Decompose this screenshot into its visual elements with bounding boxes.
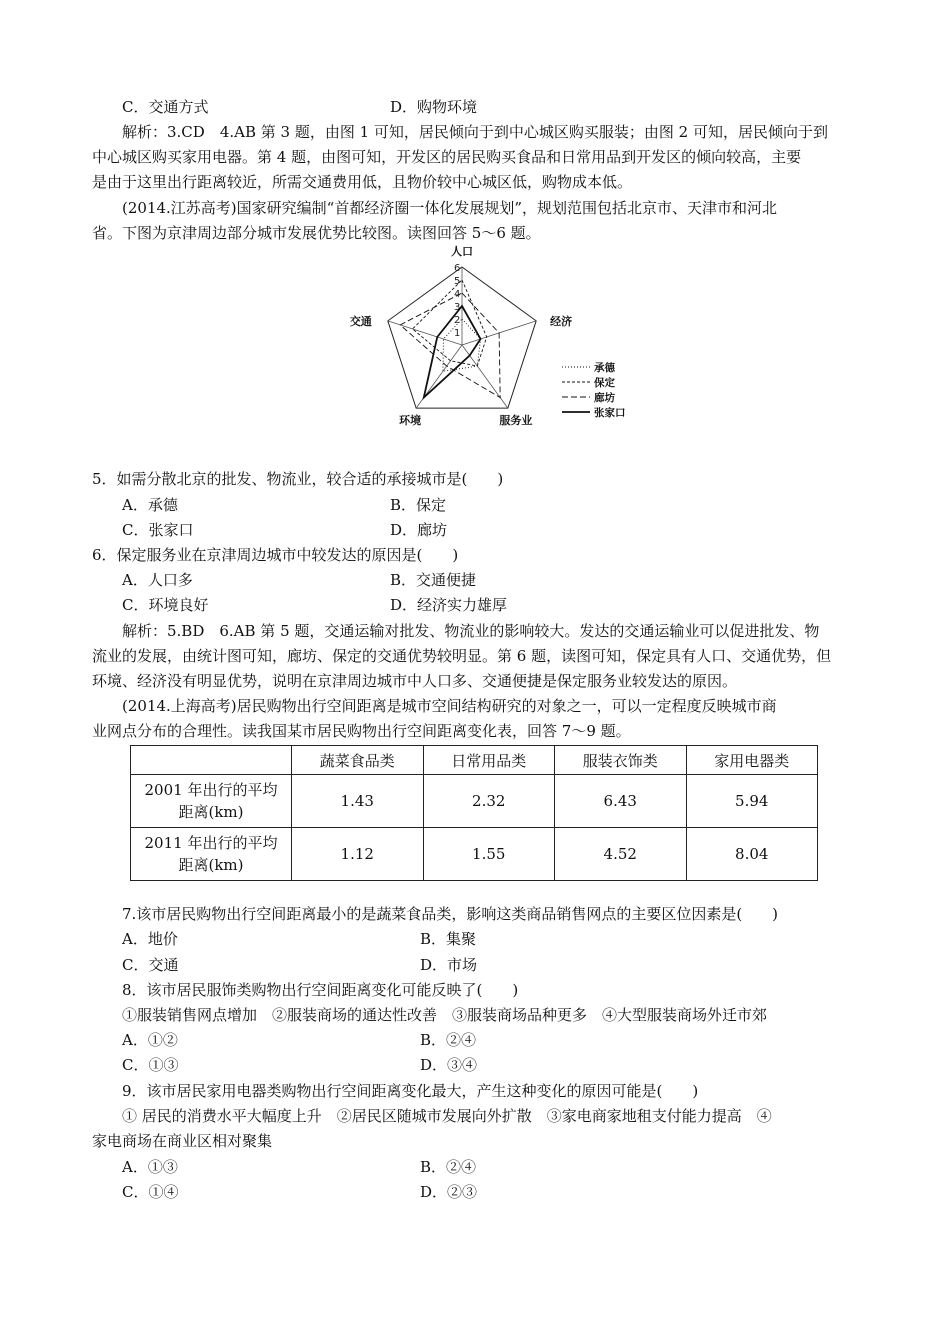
- table-cell: 1.12: [292, 828, 424, 881]
- q9-option-c: C．①④: [122, 1183, 179, 1201]
- q7-option-c: C．交通: [122, 956, 179, 974]
- q5-option-c: C．张家口: [122, 521, 194, 539]
- table-cell: 1.55: [423, 828, 555, 881]
- q7-stem: 7.该市居民购物出行空间距离最小的是蔬菜食品类，影响这类商品销售网点的主要区位因素是( ): [122, 905, 779, 923]
- q7-option-a: A．地价: [122, 930, 178, 948]
- legend-label: 张家口: [594, 407, 626, 419]
- row-label-2001: [131, 775, 292, 828]
- q6-option-b: B．交通便捷: [390, 571, 477, 589]
- analysis-1-line-2: 中心城区购买家用电器。第 4 题，由图可知，开发区的居民购买食品和日常用品到开发区的倾向较高，主要: [92, 148, 802, 166]
- radar-scale-tick: 1: [454, 328, 461, 339]
- row-label-line: 距离(km): [178, 803, 244, 821]
- q8-option-b: B．②④: [420, 1031, 477, 1049]
- table-header-row: [131, 746, 818, 775]
- row-label-line: 距离(km): [178, 856, 244, 874]
- q8-option-d: D．③④: [420, 1056, 478, 1074]
- row-label-line: 2001 年出行的平均: [144, 781, 278, 799]
- radar-series-4: [424, 306, 481, 398]
- intro-3-line-2: 业网点分布的合理性。读我国某市居民购物出行空间距离变化表，回答 7～9 题。: [92, 722, 631, 740]
- q8-option-c: C．①③: [122, 1056, 179, 1074]
- radar-spoke: [388, 321, 462, 345]
- analysis-2-line-3: 环境、经济没有明显优势，说明在京津周边城市中人口多、交通便捷是保定服务业较发达的原因。: [92, 672, 738, 690]
- intro-2-line-1: (2014.江苏高考)国家研究编制“首都经济圈一体化发展规划”，规划范围包括北京市、天津市和河北: [122, 199, 777, 217]
- q5-option-b: B．保定: [390, 496, 447, 514]
- row-label-2011: [131, 828, 292, 881]
- table-row: [131, 828, 818, 881]
- q8-option-a: A．①②: [122, 1031, 178, 1049]
- row-label-line: 2011 年出行的平均: [144, 834, 278, 852]
- analysis-1-line-1: 解析：3.CD 4.AB 第 3 题，由图 1 可知，居民倾向于到中心城区购买服装；由图 2 可知，居民倾向于到: [122, 123, 828, 141]
- q5-option-d: D．廊坊: [390, 521, 448, 539]
- radar-scale-tick: 2: [454, 315, 461, 326]
- q8-items: ①服装销售网点增加 ②服装商场的通达性改善 ③服装商场品种更多 ④大型服装商场外迁市郊: [122, 1006, 768, 1024]
- q9-items-line-2: 家电商场在商业区相对聚集: [92, 1132, 273, 1150]
- table-header-cell: [131, 746, 292, 775]
- radar-scale-tick: 3: [454, 302, 461, 313]
- radar-axis-label: 环境: [399, 414, 422, 428]
- q7-option-d: D．市场: [420, 956, 478, 974]
- radar-scale-tick: 6: [454, 263, 461, 274]
- radar-series-2: [413, 280, 487, 366]
- radar-axis-label: 经济: [550, 314, 573, 328]
- intro-3-line-1: (2014.上海高考)居民购物出行空间距离是城市空间结构研究的对象之一，可以一定程度反映城市商: [122, 697, 777, 715]
- radar-scale-tick: 5: [454, 276, 461, 287]
- legend-label: 保定: [594, 377, 615, 389]
- table-cell: 6.43: [555, 775, 687, 828]
- radar-axis-label: 人口: [451, 245, 473, 258]
- table-header-cell: 服装衣饰类: [555, 746, 687, 775]
- analysis-1-line-3: 是由于这里出行距离较近，所需交通费用低，且物价较中心城区低，购物成本低。: [92, 173, 633, 191]
- q6-option-c: C．环境良好: [122, 596, 209, 614]
- q9-stem: 9．该市居民家用电器类购物出行空间距离变化最大，产生这种变化的原因可能是( ): [122, 1082, 699, 1100]
- table-header-cell: 蔬菜食品类: [292, 746, 424, 775]
- q9-option-b: B．②④: [420, 1158, 477, 1176]
- q9-option-d: D．②③: [420, 1183, 478, 1201]
- table-cell: 8.04: [686, 828, 818, 881]
- analysis-2-line-2: 流业的发展，由统计图可知，廊坊、保定的交通优势较明显。第 6 题，读图可知，保定具有人口、交通优势，但: [92, 647, 832, 665]
- q5-option-a: A．承德: [122, 496, 178, 514]
- table-cell: 1.43: [292, 775, 424, 828]
- radar-axis-label: 服务业: [499, 414, 533, 428]
- table-cell: 2.32: [423, 775, 555, 828]
- q4-option-c: C．交通方式: [122, 98, 209, 116]
- table-header-cell: 家用电器类: [686, 746, 818, 775]
- table-cell: 4.52: [555, 828, 687, 881]
- q6-option-d: D．经济实力雄厚: [390, 596, 508, 614]
- travel-distance-table: [130, 745, 818, 881]
- radar-scale-tick: 4: [454, 289, 461, 300]
- legend-label: 廊坊: [594, 392, 615, 404]
- q9-option-a: A．①③: [122, 1158, 178, 1176]
- q7-option-b: B．集聚: [420, 930, 477, 948]
- analysis-2-line-1: 解析：5.BD 6.AB 第 5 题，交通运输对批发、物流业的影响较大。发达的交通运输业可以促进批发、物: [122, 622, 820, 640]
- table-header-cell: 日常用品类: [423, 746, 555, 775]
- q9-items-line-1: ① 居民的消费水平大幅度上升 ②居民区随城市发展向外扩散 ③家电商家地租支付能力提高 ④: [122, 1107, 772, 1125]
- q6-option-a: A．人口多: [122, 571, 193, 589]
- intro-2-line-2: 省。下图为京津周边部分城市发展优势比较图。读图回答 5～6 题。: [92, 224, 541, 242]
- radar-series-3: [400, 293, 500, 398]
- radar-spoke: [462, 345, 508, 408]
- q5-stem: 5．如需分散北京的批发、物流业，较合适的承接城市是( ): [92, 470, 504, 488]
- q6-stem: 6．保定服务业在京津周边城市中较发达的原因是( ): [92, 546, 459, 564]
- table-cell: 5.94: [686, 775, 818, 828]
- q8-stem: 8．该市居民服饰类购物出行空间距离变化可能反映了( ): [122, 981, 519, 999]
- radar-chart: [340, 245, 640, 445]
- legend-label: 承德: [594, 362, 615, 374]
- table-row: [131, 775, 818, 828]
- q4-option-d: D．购物环境: [390, 98, 478, 116]
- radar-axis-label: 交通: [349, 314, 372, 328]
